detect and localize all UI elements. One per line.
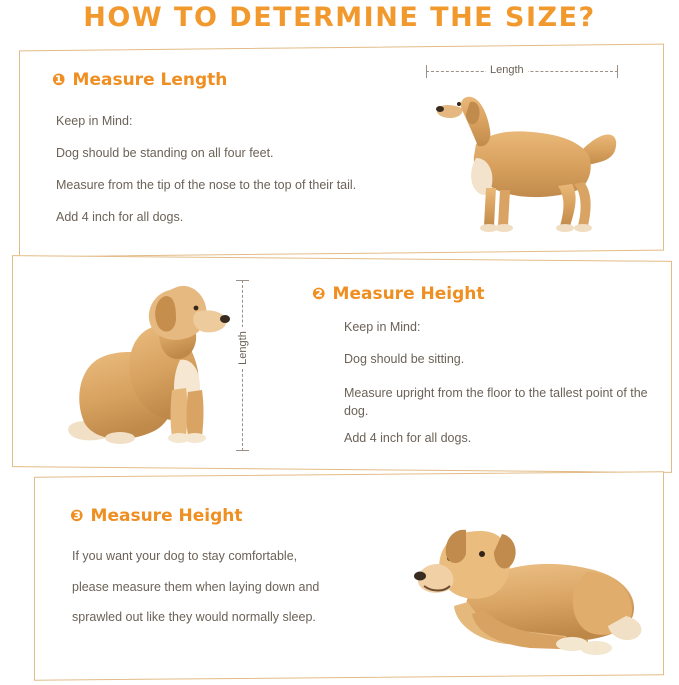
step-1-number: ❶ — [52, 70, 66, 89]
dog-sitting-image — [60, 272, 240, 458]
step-1-line-1: Keep in Mind: — [56, 114, 133, 128]
guide-cap-right — [617, 65, 618, 78]
step-2-line-1: Keep in Mind: — [344, 320, 421, 334]
length-measure-guide — [424, 64, 620, 80]
step-3-number: ❸ — [70, 506, 84, 525]
dog-standing-image — [432, 88, 622, 248]
dog-lying-image — [410, 498, 645, 663]
guide-label: Length — [236, 327, 250, 369]
guide-cap-left — [426, 65, 427, 78]
step-1-heading-label: Measure Length — [72, 70, 228, 90]
guide-label: Length — [486, 64, 528, 76]
page-title: HOW TO DETERMINE THE SIZE? — [83, 2, 596, 33]
step-1-line-3: Measure from the tip of the nose to the top of their tail. — [56, 178, 357, 192]
step-2-line-3: Measure upright from the floor to the tallest point of the dog. — [344, 386, 648, 419]
step-2-number: ❷ — [312, 284, 326, 303]
step-2-heading — [312, 284, 485, 304]
step-2-line-4: Add 4 inch for all dogs. — [344, 431, 472, 445]
step-1-line-2: Dog should be standing on all four feet. — [56, 146, 274, 160]
step-3-heading — [70, 506, 243, 526]
step-1-heading — [52, 70, 227, 90]
step-2-heading-label: Measure Height — [332, 284, 485, 304]
step-3-heading-label: Measure Height — [90, 506, 243, 526]
step-3-line-1: If you want your dog to stay comfortable, — [72, 549, 298, 563]
step-1-line-4: Add 4 inch for all dogs. — [56, 210, 184, 224]
step-3-line-2: please measure them when laying down and — [72, 580, 320, 594]
step-2-line-2: Dog should be sitting. — [344, 352, 465, 366]
step-3-line-3: sprawled out like they would normally sleep. — [72, 610, 316, 624]
